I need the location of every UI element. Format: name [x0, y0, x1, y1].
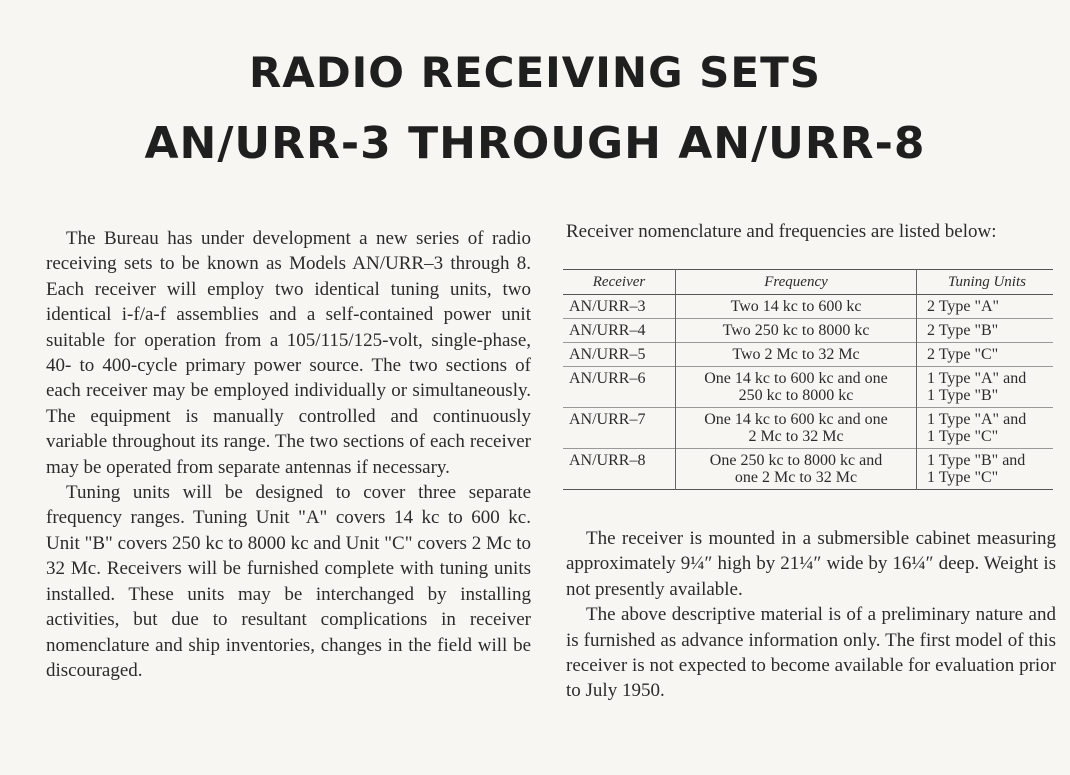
header-tuning-units: Tuning Units — [917, 270, 1054, 295]
frequency-line: Two 14 kc to 600 kc — [730, 298, 862, 315]
cell-tuning-units — [917, 449, 1054, 490]
cell-receiver: AN/URR–3 — [563, 295, 676, 319]
cell-tuning-units — [917, 367, 1054, 408]
cell-frequency — [676, 343, 917, 367]
tuning-line: 1 Type "B" and — [927, 452, 1026, 469]
cell-tuning-units — [917, 295, 1054, 319]
cell-receiver: AN/URR–8 — [563, 449, 676, 490]
table-header-row — [563, 270, 1053, 295]
frequency-line: One 14 kc to 600 kc and one — [704, 411, 888, 428]
page-title-line-1: RADIO RECEIVING SETS — [248, 48, 822, 97]
tuning-line: 1 Type "C" — [927, 428, 999, 445]
header-receiver: Receiver — [563, 270, 676, 295]
cell-frequency — [676, 408, 917, 449]
table-row — [563, 319, 1053, 343]
cell-receiver: AN/URR–5 — [563, 343, 676, 367]
cell-tuning-units — [917, 319, 1054, 343]
tuning-line: 1 Type "B" — [927, 387, 999, 404]
frequency-line: One 250 kc to 8000 kc and — [709, 452, 883, 469]
tuning-line: 2 Type "B" — [927, 322, 999, 339]
cell-frequency — [676, 319, 917, 343]
cell-tuning-units — [917, 408, 1054, 449]
frequency-line: One 14 kc to 600 kc and one — [704, 370, 888, 387]
receiver-table — [563, 269, 1053, 490]
tuning-line: 2 Type "C" — [927, 346, 999, 363]
table-row — [563, 408, 1053, 449]
cell-receiver: AN/URR–7 — [563, 408, 676, 449]
cell-frequency — [676, 367, 917, 408]
table-row — [563, 343, 1053, 367]
cell-frequency — [676, 295, 917, 319]
left-paragraph-1: The Bureau has under development a new series of radio receiving sets to be known as Models AN/URR–3 through 8. Each receiver will employ two identical tuning units, two identical i-f/a-f assemblies and a self-contained power unit suitable for operation from a 105/115/125-volt, single-phase, 40- to 400-cycle primary power source. The two sections of each receiver may be employed individually or simultaneously. The equipment is manually controlled and continuously variable throughout its range. The two sections of each receiver may be operated from separate antennas if necessary. — [46, 228, 531, 478]
frequency-line: 2 Mc to 32 Mc — [748, 428, 844, 445]
tuning-line: 1 Type "A" and — [927, 370, 1027, 387]
cell-receiver: AN/URR–6 — [563, 367, 676, 408]
tuning-line: 1 Type "C" — [927, 469, 999, 486]
cell-receiver: AN/URR–4 — [563, 319, 676, 343]
frequency-line: 250 kc to 8000 kc — [738, 387, 854, 404]
header-frequency: Frequency — [676, 270, 917, 295]
table-row — [563, 295, 1053, 319]
table-intro: Receiver nomenclature and frequencies are listed below: — [566, 221, 997, 242]
frequency-line: Two 250 kc to 8000 kc — [722, 322, 870, 339]
right-paragraph-1: The receiver is mounted in a submersible cabinet measuring approximately 9¼″ high by 21¼″ wide by 16¼″ deep. Weight is not presently available. — [566, 528, 1056, 600]
right-paragraph-2: The above descriptive material is of a preliminary nature and is furnished as advance information only. The first model of this receiver is not expected to become available for evaluation prior to July 1950. — [566, 604, 1056, 702]
table-row — [563, 449, 1053, 490]
tuning-line: 2 Type "A" — [927, 298, 1000, 315]
table-row — [563, 367, 1053, 408]
left-paragraph-2: Tuning units will be designed to cover three separate frequency ranges. Tuning Unit "A" covers 14 kc to 600 kc. Unit "B" covers 250 kc to 8000 kc and Unit "C" covers 2 Mc to 32 Mc. Receivers will be furnished complete with tuning units installed. These units may be interchanged by installing activities, but due to resultant complications in receiver nomenclature and ship inventories, changes in the field will be discouraged. — [46, 482, 531, 681]
page-title-line-2: AN/URR-3 THROUGH AN/URR-8 — [144, 118, 926, 169]
frequency-line: one 2 Mc to 32 Mc — [734, 469, 858, 486]
cell-frequency — [676, 449, 917, 490]
cell-tuning-units — [917, 343, 1054, 367]
table-body — [563, 295, 1053, 490]
frequency-line: Two 2 Mc to 32 Mc — [732, 346, 860, 363]
tuning-line: 1 Type "A" and — [927, 411, 1027, 428]
left-column — [46, 226, 531, 683]
right-column-body — [566, 526, 1056, 704]
